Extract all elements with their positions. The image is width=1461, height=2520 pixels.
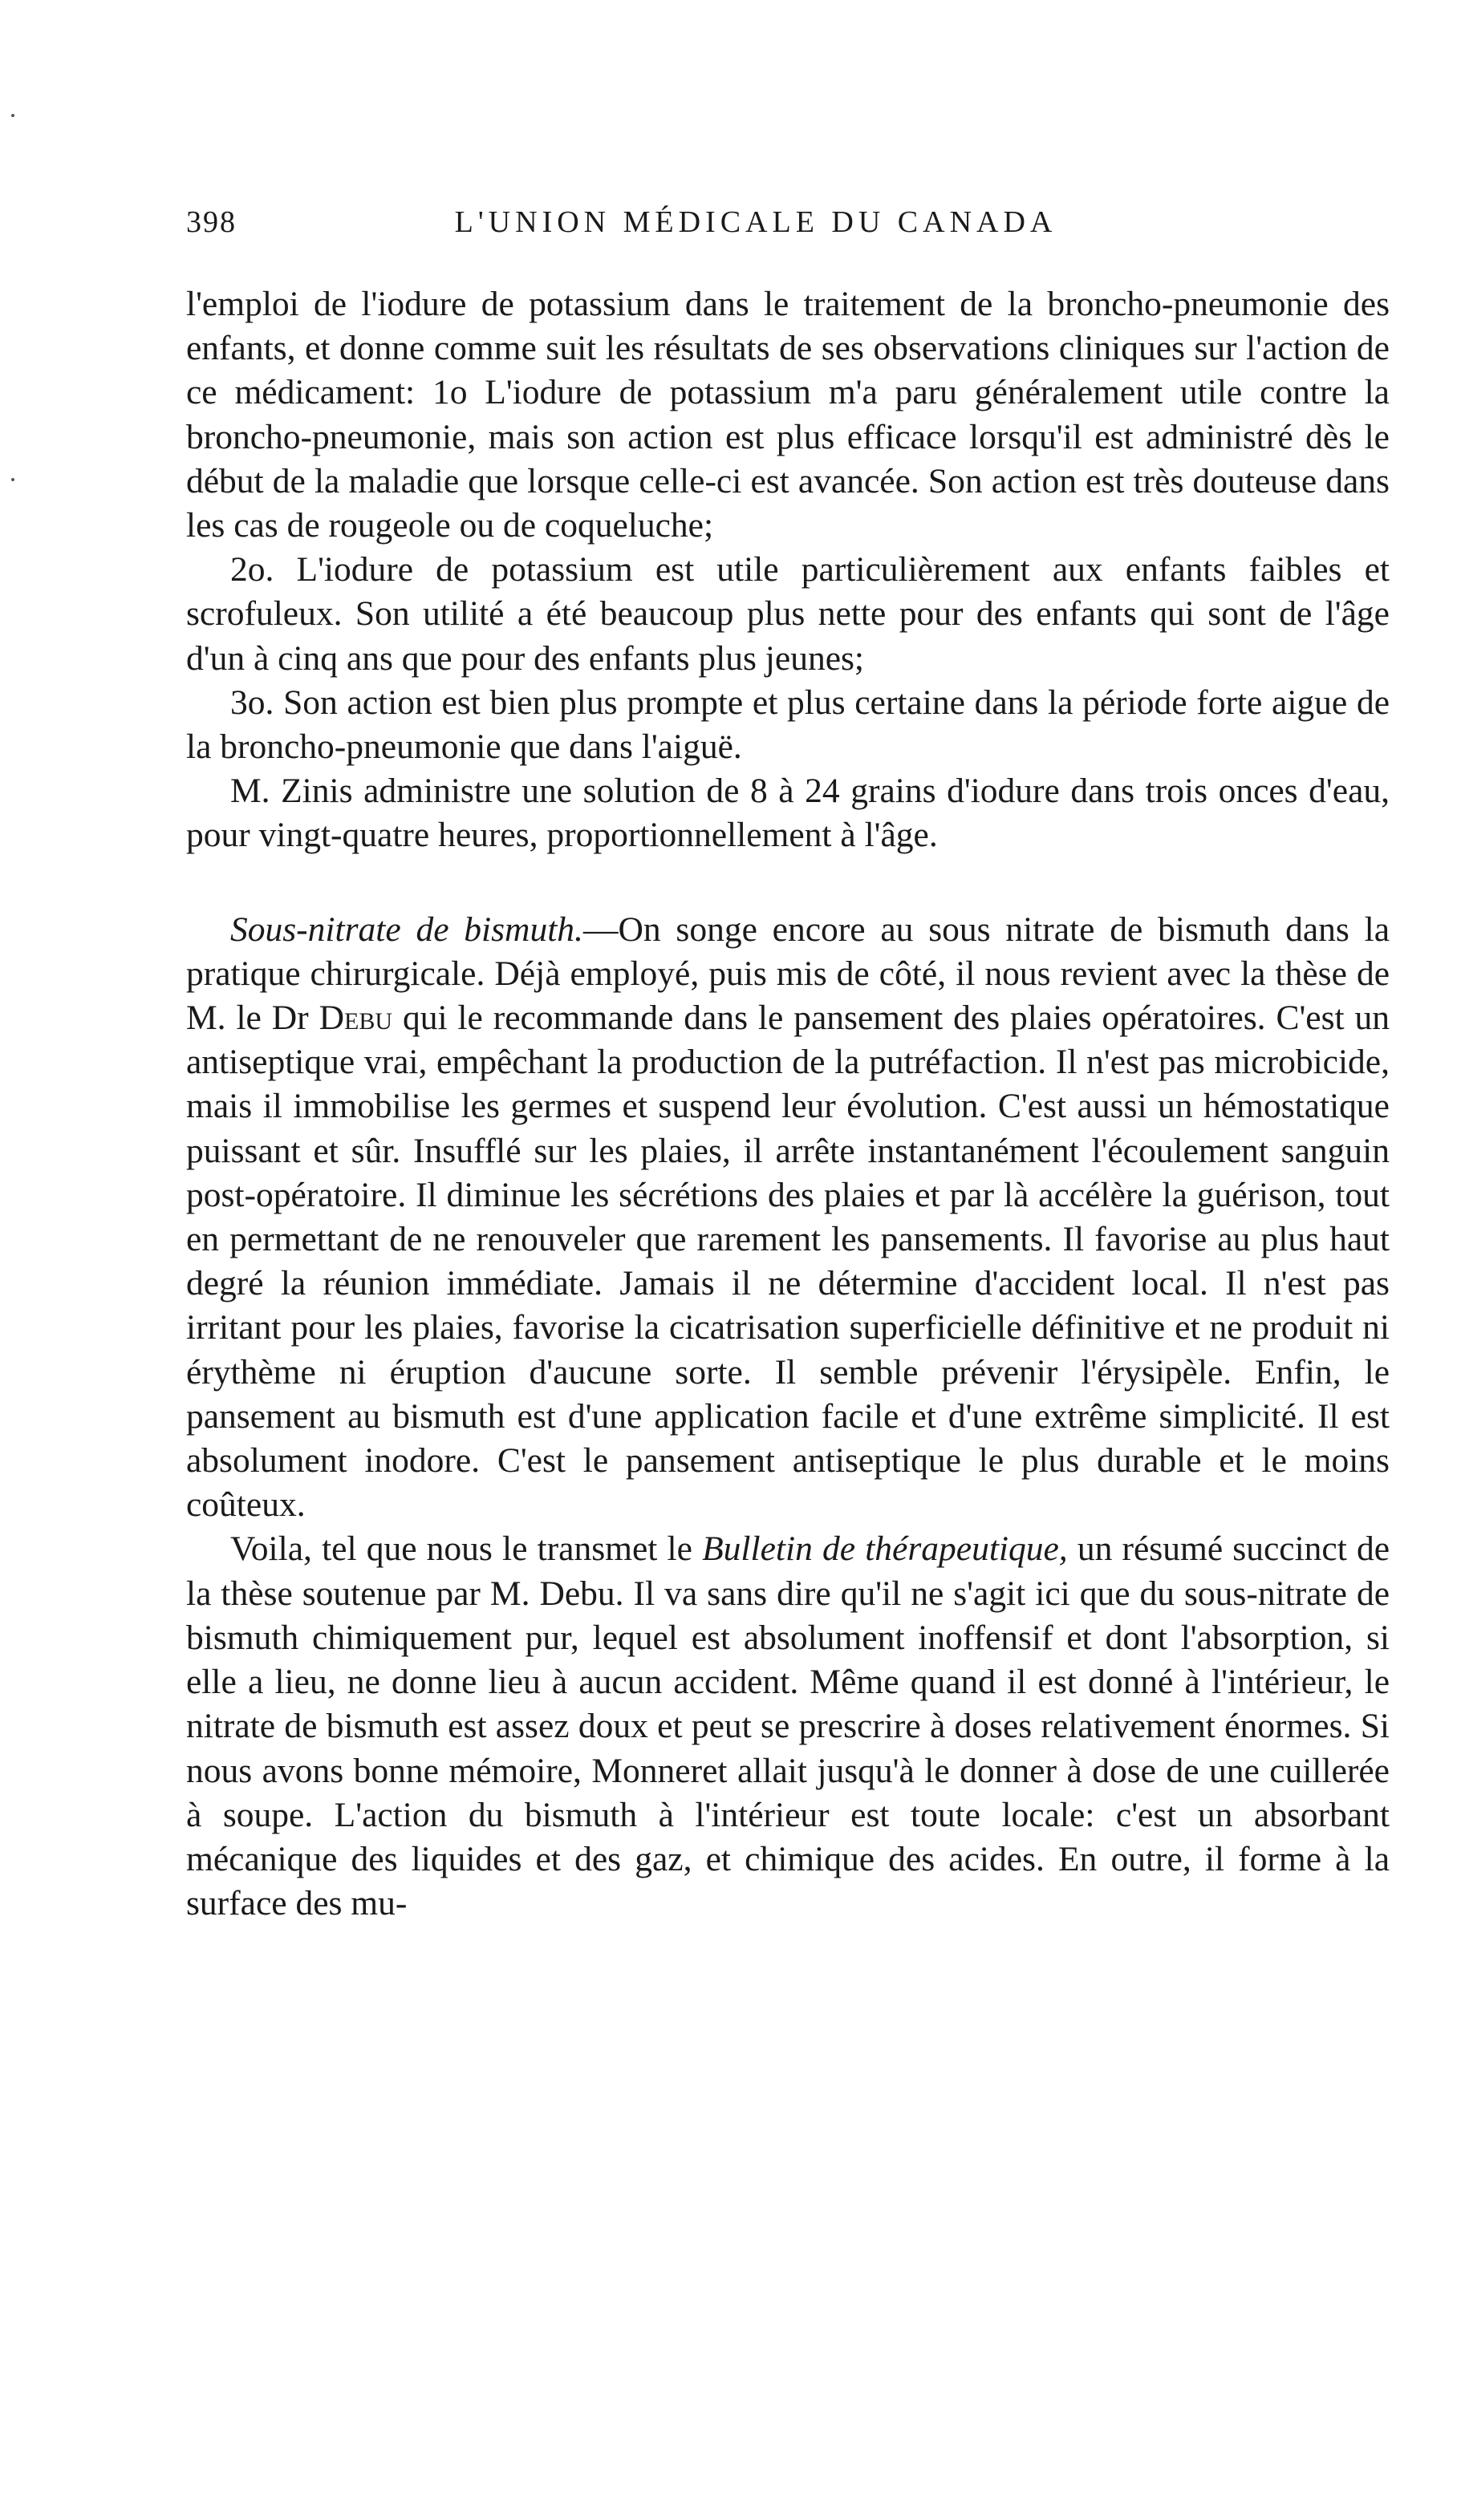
summary-text-part-2: un résumé succinct de la thèse soutenue par M. Debu. Il va sans dire qu'il ne s'agit ici que du sous-nitrate de bismuth chimiquement pur, lequel est absolument inoffensif et dont l'absorption, si elle a lieu, ne donne lieu à aucun accident. Même quand il est donné à l'intérieur, le nitrate de bismuth est assez doux et peut se prescrire à doses relativement énormes. Si nous avons bonne mémoire, Monneret allait jusqu'à le donner à dose de une cuillerée à soupe. L'action du bismuth à l'intérieur est toute locale: c'est un absorbant mécanique des liquides et des gaz, et chimique des acides. En outre, il forme à la surface des mu-: [186, 1529, 1390, 1923]
summary-text-part-1: Voila, tel que nous le transmet le: [230, 1529, 692, 1569]
paragraph-zinis-dosage: M. Zinis administre une solution de 8 à 24 grains d'iodure dans trois onces d'eau, pour vingt-quatre heures, proportionnellement à l'âge.: [186, 772, 1390, 855]
author-name-debu: Debu: [319, 999, 393, 1038]
section-title-bismuth: Sous-nitrate de bismuth.: [230, 910, 583, 949]
body-text: [186, 282, 1390, 1926]
paragraph-iodure-intro: l'emploi de l'iodure de potassium dans le traitement de la broncho-pneumonie des enfants, et donne comme suit les résultats de ses observations cliniques sur l'action de ce médicament: 1o L'iodure de potassium m'a paru généralement utile contre la broncho-pneumonie, mais son action est plus efficace lorsqu'il est administré dès le début de la maladie que lorsque celle-ci est avancée. Son action est très douteuse dans les cas de rougeole ou de coqueluche;: [186, 285, 1390, 545]
bismuth-text-part-1: —On songe encore au sous nitrate de bismuth dans la pratique chirurgicale. Déjà employé, puis mis de côté, il nous revient avec la thèse de M. le Dr: [186, 910, 1390, 1038]
source-bulletin-therapeutique: Bulletin de thérapeutique,: [702, 1529, 1068, 1569]
journal-title: L'UNION MÉDICALE DU CANADA: [454, 205, 1057, 239]
paragraph-bismuth: [186, 908, 1390, 1528]
running-head: [186, 205, 1325, 253]
paragraph-bulletin-summary: [186, 1527, 1390, 1926]
scan-speck: [11, 114, 14, 117]
bismuth-text-part-2: qui le recommande dans le pansement des plaies opératoires. C'est un antiseptique vrai, empêchant la production de la putréfaction. Il n'est pas microbicide, mais il immobilise les germes et suspend leur évolution. C'est aussi un hémostatique puissant et sûr. Insufflé sur les plaies, il arrête instantanément l'écoulement sanguin post-opératoire. Il diminue les sécrétions des plaies et par là accélère la guérison, tout en permettant de ne renouveler que rarement les pansements. Il favorise au plus haut degré la réunion immédiate. Jamais il ne détermine d'accident local. Il n'est pas irritant pour les plaies, favorise la cicatrisation superficielle définitive et ne produit ni érythème ni éruption d'aucune sorte. Il semble prévenir l'érysipèle. Enfin, le pansement au bismuth est d'une application facile et d'une extrême simplicité. Il est absolument inodore. C'est le pansement antiseptique le plus durable et le moins coûteux.: [186, 999, 1390, 1525]
paragraph-iodure-point-3: 3o. Son action est bien plus prompte et plus certaine dans la période forte aigue de la broncho-pneumonie que dans l'aiguë.: [186, 683, 1390, 767]
page-number: 398: [186, 205, 237, 239]
scan-speck: [11, 478, 14, 481]
paragraph-iodure-point-2: 2o. L'iodure de potassium est utile particulièrement aux enfants faibles et scrofuleux. Son utilité a été beaucoup plus nette pour des enfants qui sont de l'âge d'un à cinq ans que pour des enfants plus jeunes;: [186, 550, 1390, 678]
